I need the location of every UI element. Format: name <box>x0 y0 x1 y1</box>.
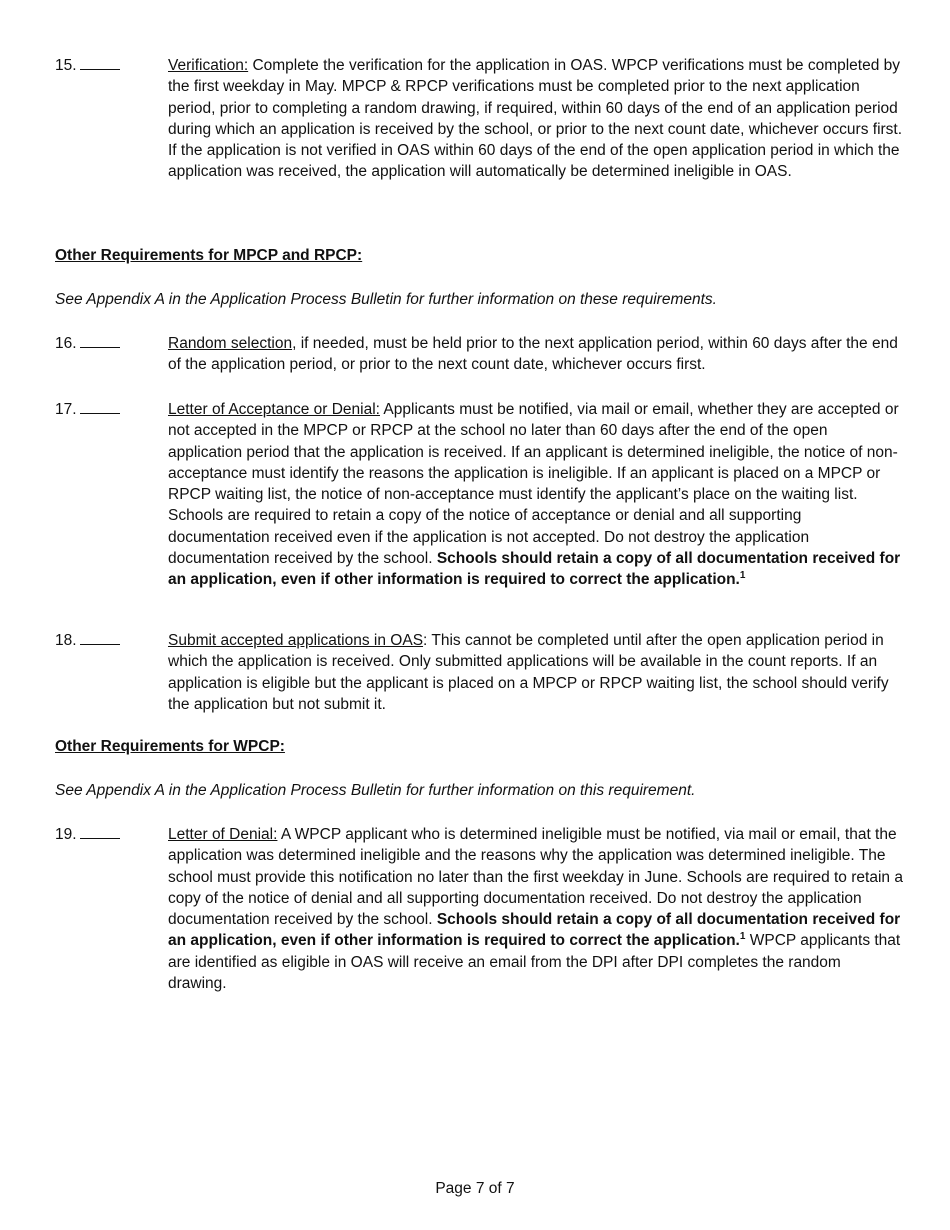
check-blank <box>80 824 120 839</box>
section-note-wpcp: See Appendix A in the Application Process Bulletin for further information on this requirement. <box>55 782 696 799</box>
item-title: Verification: <box>168 57 249 74</box>
item-text: Letter of Acceptance or Denial: Applicants must be notified, via mail or email, whether they are accepted or not accepted in the MPCP or RPCP at the school no later than 60 days after the end of the open application period that the application is received. If an applicant is determined ineligible, the notice of non-acceptance must identify the reasons the application is ineligible. If an applicant is placed on a MPCP or RPCP waiting list, the notice of non-acceptance must identify the applicant’s place on the waiting list. Schools are required to retain a copy of the notice of acceptance or denial and all supporting documentation received even if the application is not accepted. Do not destroy the application documentation received by the school. Schools should retain a copy of all documentation received for an application, even if other information is required to correct the application.$^1$ <box>168 401 901 589</box>
footnote-ref: 1 <box>739 931 746 943</box>
footnote-ref: 1 <box>739 570 746 582</box>
item-title: Submit accepted applications in OAS <box>168 632 424 649</box>
item-text: Submit accepted applications in OAS: This cannot be completed until after the open application period in which the application is received. Only submitted applications will be available in the count reports. If an application is eligible but the applicant is placed on a MPCP or RPCP waiting list, the school should verify the application but not submit it. <box>168 632 889 713</box>
check-blank <box>80 630 120 645</box>
item-text: Random selection, if needed, must be held prior to the next application period, within 60 days after the end of the application period, or prior to the next count date, whichever occurs first. <box>168 335 898 374</box>
item-title: Random selection <box>168 335 293 352</box>
item-title: Letter of Acceptance or Denial: <box>168 401 380 418</box>
bold-notice: Schools should retain a copy of all documentation received for an application, even if other information is required to correct the application. <box>168 911 901 950</box>
section-heading-wpcp: Other Requirements for WPCP: <box>55 738 285 755</box>
item-number: 18. <box>55 630 120 651</box>
item-number: 17. <box>55 399 120 420</box>
section-note-mpcp-rpcp: See Appendix A in the Application Process Bulletin for further information on these requirements. <box>55 291 717 308</box>
section-heading-mpcp-rpcp: Other Requirements for MPCP and RPCP: <box>55 247 363 264</box>
item-text: Letter of Denial: A WPCP applicant who is determined ineligible must be notified, via mail or email, that the application was determined ineligible and the reasons why the application was determined ineligible. The school must provide this notification no later than the first weekday in June. Schools are required to retain a copy of the notice of denial and all supporting documentation received. Do not destroy the application documentation received by the school. Schools should retain a copy of all documentation received for an application, even if other information is required to correct the application.$^1$ WPCP applicants that are identified as eligible in OAS will receive an email from the DPI after DPI completes the random drawing. <box>168 826 903 993</box>
item-number: 15. <box>55 55 120 76</box>
item-text: Verification: Complete the verification for the application in OAS. WPCP verifications must be completed by the first weekday in May. MPCP & RPCP verifications must be completed prior to the next application period, prior to completing a random drawing, if required, within 60 days of the end of an application period during which an application is received by the school, or prior to the next count date, whichever occurs first. If the application is not verified in OAS within 60 days of the end of the open application period in which the application was received, the application will automatically be determined ineligible in OAS. <box>168 57 903 181</box>
check-blank <box>80 399 120 414</box>
page-number: Page 7 of 7 <box>435 1180 515 1197</box>
check-blank <box>80 55 120 70</box>
item-number: 19. <box>55 824 120 845</box>
item-title: Letter of Denial: <box>168 826 278 843</box>
check-blank <box>80 333 120 348</box>
item-number: 16. <box>55 333 120 354</box>
bold-notice: Schools should retain a copy of all documentation received for an application, even if other information is required to correct the application. <box>168 550 901 589</box>
